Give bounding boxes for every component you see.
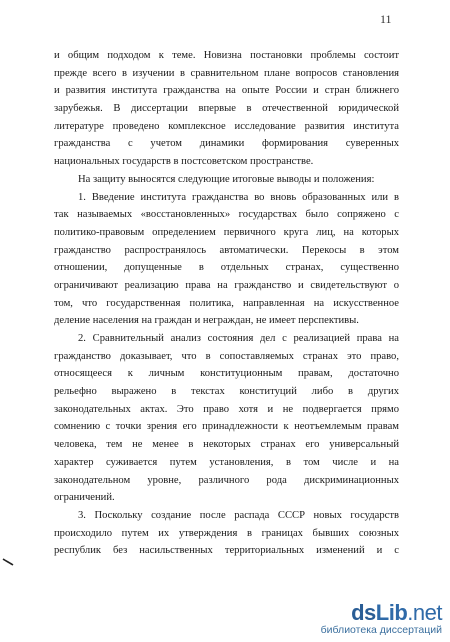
text-line: 2. Сравнительный анализ состояния дел с реализацией права на <box>78 333 399 344</box>
text-line: и общим подходом к теме. Новизна постановки проблемы состоит <box>54 50 399 61</box>
text-line: так называемых «восстановленных» государствах было сопряжено с <box>54 209 399 221</box>
text-line: том, что государственная политика, направленная на искусственное <box>54 297 399 309</box>
text-line: ограничивают реализацию права на гражданство и свидетельствуют о <box>54 279 399 291</box>
text-line: рельефно выражено в текстах конституций либо в других <box>54 386 399 398</box>
text-line: и развития института гражданства на опыте России и стран ближнего <box>54 85 399 97</box>
text-line: республик без насильственных территориальных изменений и с <box>54 545 399 557</box>
text-line: литературе проведено комплексное исследование развития института <box>54 120 399 132</box>
watermark <box>321 602 442 636</box>
text-line: человека, тем не менее в некоторых странах его универсальный <box>54 439 399 451</box>
text-line: зарубежья. В диссертации впервые в отечественной юридической <box>54 103 399 115</box>
text-line: национальных государств в постсоветском пространстве. <box>54 156 314 168</box>
watermark-logo-net: .net <box>407 600 442 625</box>
text-line: 1. Введение института гражданства во вновь образованных или в <box>78 191 399 203</box>
margin-mark-icon <box>2 557 14 567</box>
document-body <box>54 47 399 560</box>
watermark-logo <box>321 602 442 624</box>
text-line: прежде всего в изучении в сравнительном плане вопросов становления <box>54 67 399 79</box>
text-line: На защиту выносятся следующие итоговые выводы и положения: <box>78 173 375 185</box>
text-line: 3. Поскольку создание после распада СССР новых государств <box>78 509 399 521</box>
text-line: законодательном уровне, различного рода дискриминационных <box>54 474 399 486</box>
text-line: деление населения на граждан и неграждан, не имеет перспективы. <box>54 315 359 327</box>
text-line: гражданства с учетом динамики формирования суверенных <box>54 138 399 150</box>
text-line: политико-правовым определением первичного круга лиц, на которых <box>54 226 399 238</box>
text-line: сомнению с точки зрения его принадлежности к неотъемлемым правам <box>54 421 399 433</box>
text-line: относящееся к личным конституционным правам, достаточно <box>54 368 399 380</box>
page-number: 11 <box>380 12 392 26</box>
watermark-logo-lib: Lib <box>375 600 408 625</box>
text-line: происходило путем их утверждения в границах бывших союзных <box>54 527 399 539</box>
watermark-subtitle: библиотека диссертаций <box>320 624 442 636</box>
text-line: гражданство доказывает, что в сопоставляемых странах это право, <box>54 350 399 362</box>
text-line: отношении, допущенные в отдельных странах, существенно <box>54 262 399 274</box>
text-line: ограничений. <box>54 492 115 504</box>
watermark-logo-ds: ds <box>351 600 376 625</box>
text-line: законодательных актах. Это право хотя и не подвергается прямо <box>54 403 399 415</box>
text-line: характер суживается путем установления, в том числе и на <box>54 456 399 468</box>
text-line: гражданство распространялось автоматически. Перекосы в этом <box>54 244 399 256</box>
